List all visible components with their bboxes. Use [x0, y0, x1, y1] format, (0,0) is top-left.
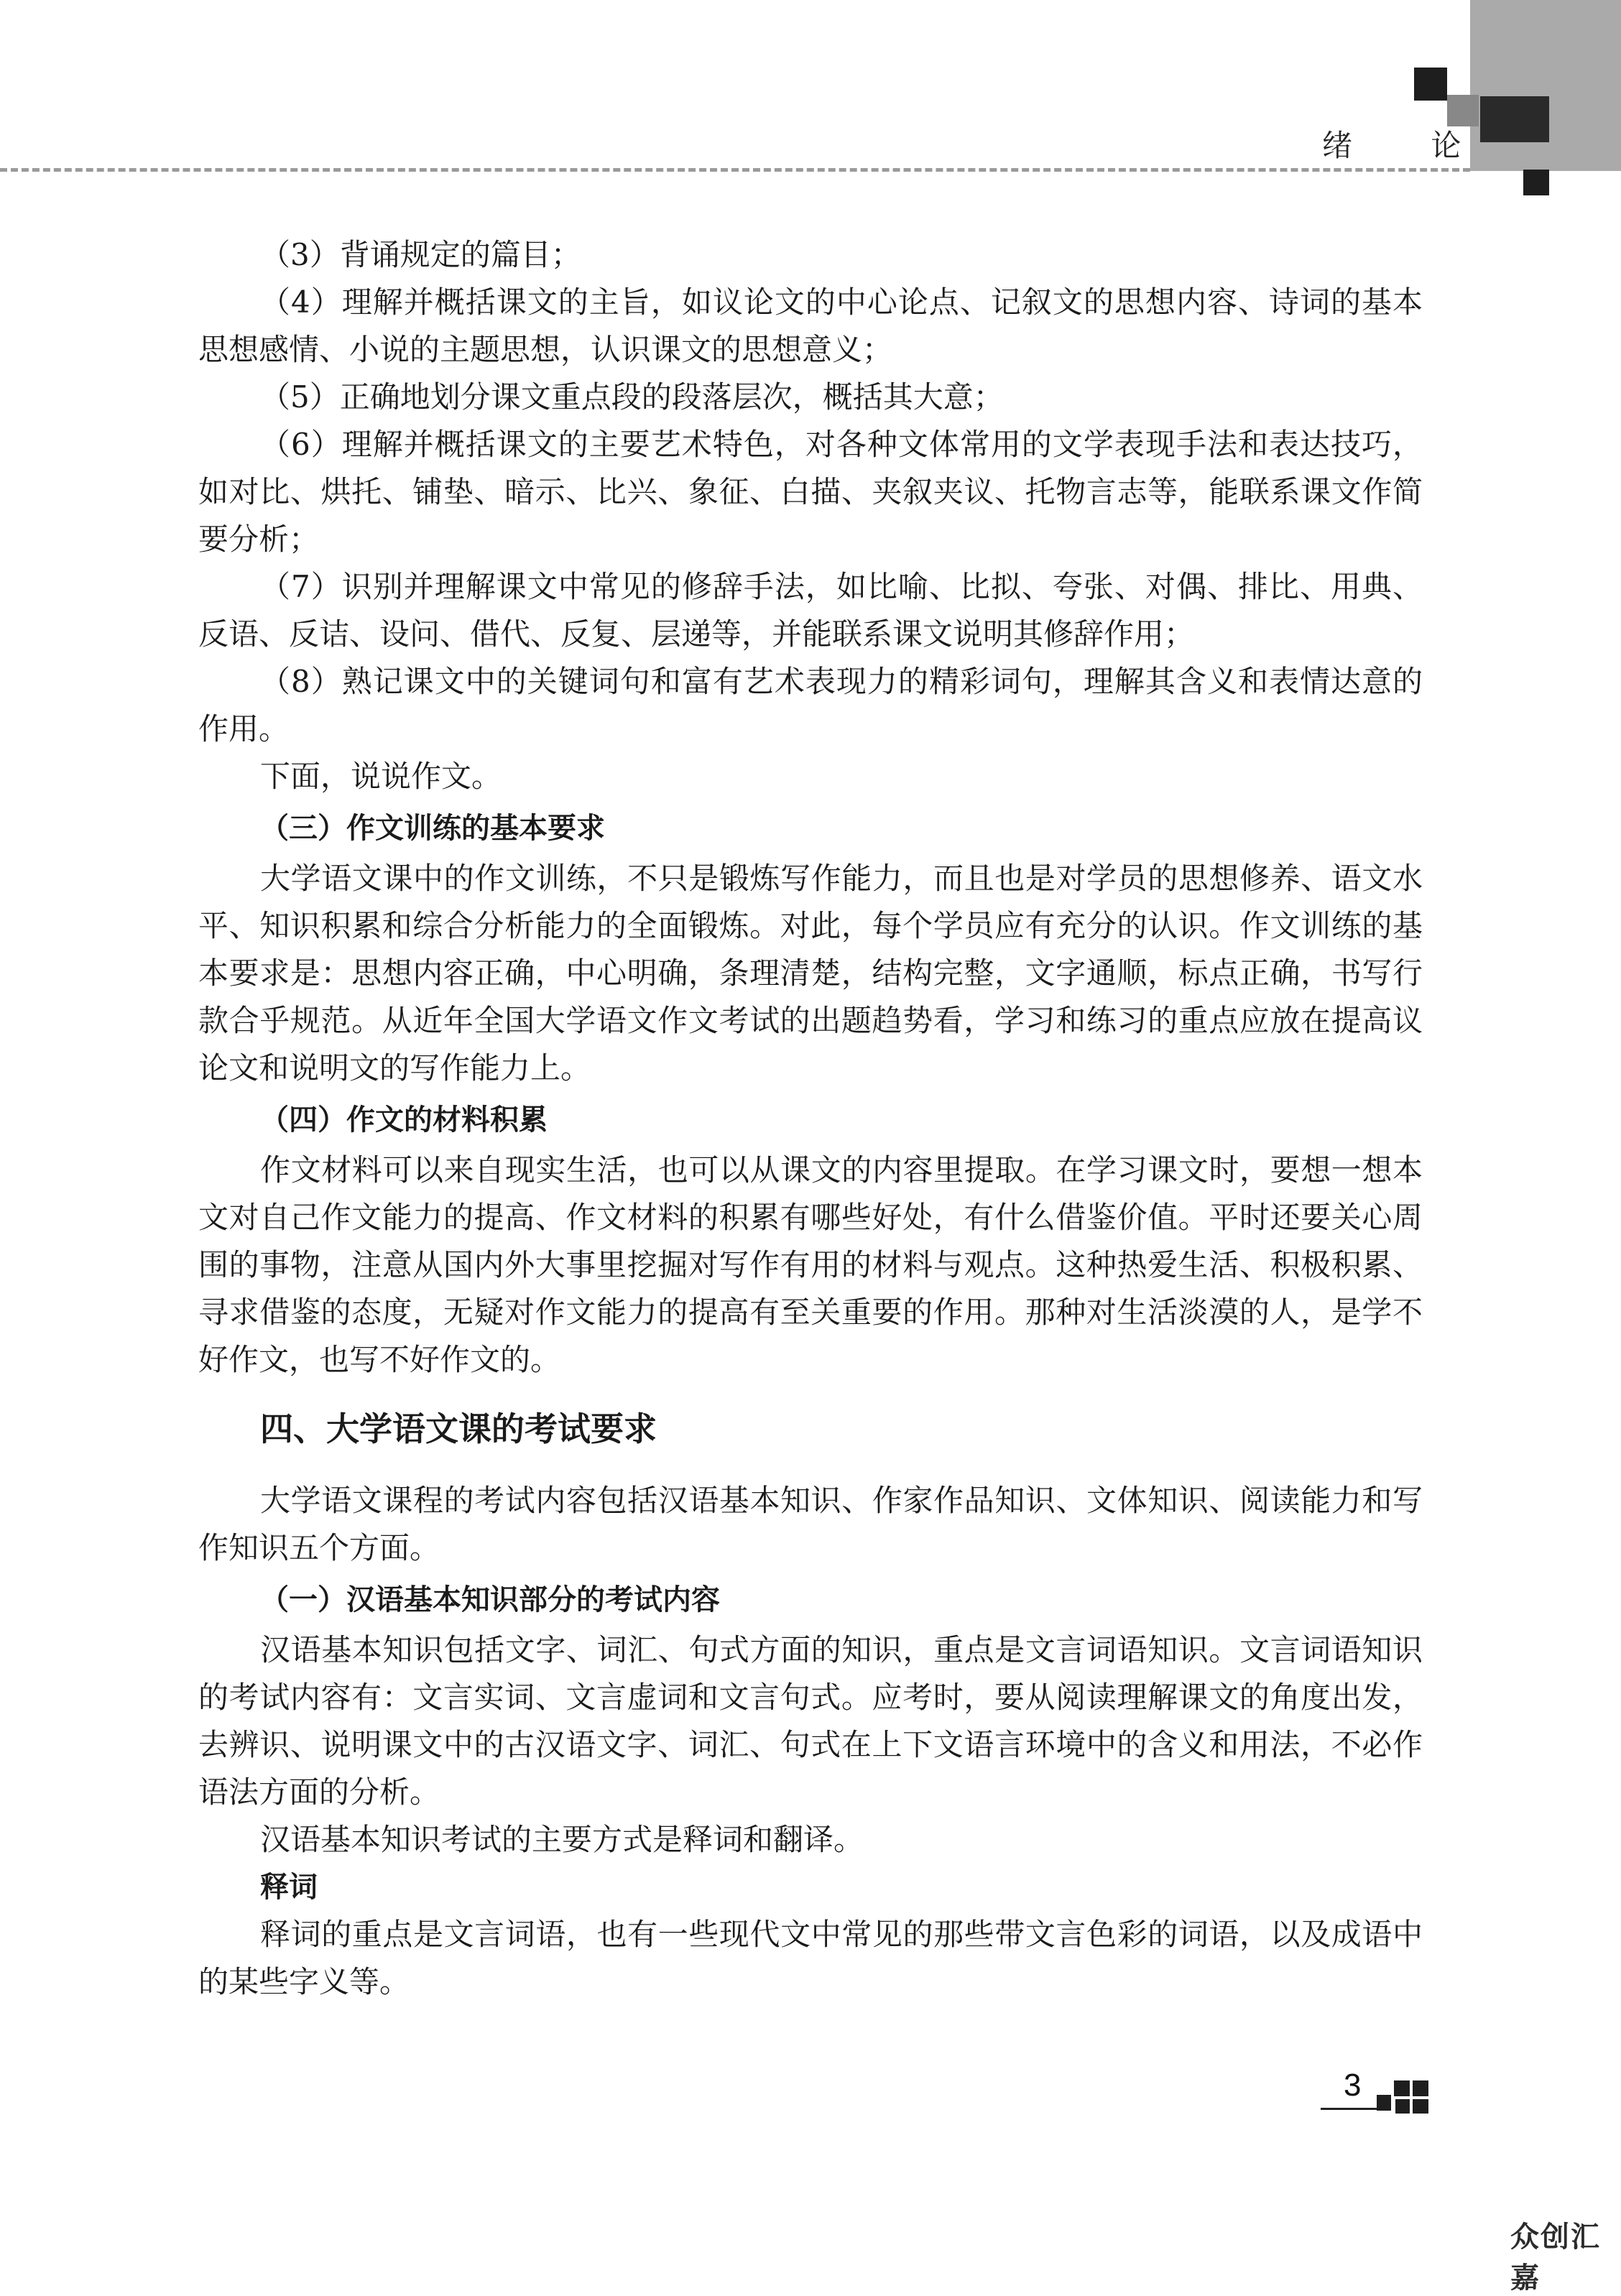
- subsection-heading: （一）汉语基本知识部分的考试内容: [260, 1583, 720, 1616]
- footer-square-decoration: [1413, 2099, 1428, 2114]
- watermark: 众创汇嘉: [1510, 2221, 1601, 2295]
- page-number: 3: [1344, 2068, 1362, 2103]
- body-paragraph: 作文材料可以来自现实生活，也可以从课文的内容里提取。在学习课文时，要想一想本文对自己作文能力的提高、作文材料的积累有哪些好处，有什么借鉴价值。平时还要关心周围的事物，注意从国内外大事里挖掘对写作有用的材料与观点。这种热爱生活、积极积累、寻求借鉴的态度，无疑对作文能力的提高有至关重要的作用。那种对生活淡漠的人，是学不好作文，也写不好作文的。: [198, 1152, 1423, 1377]
- section-heading: 四、大学语文课的考试要求: [260, 1409, 657, 1448]
- body-paragraph: （8）熟记课文中的关键词句和富有艺术表现力的精彩词句，理解其含义和表情达意的作用。: [198, 664, 1423, 746]
- body-paragraph: （7）识别并理解课文中常见的修辞手法，如比喻、比拟、夸张、对偶、排比、用典、反语、反诘、设问、借代、反复、层递等，并能联系课文说明其修辞作用；: [198, 569, 1423, 652]
- header-dashed-rule: [0, 168, 1470, 172]
- footer-square-decoration: [1377, 2095, 1391, 2111]
- body-paragraph: （3）背诵规定的篇目；: [260, 237, 581, 272]
- page-body: [198, 231, 1423, 2006]
- body-paragraph: （4）理解并概括课文的主旨，如议论文的中心论点、记叙文的思想内容、诗词的基本思想感情、小说的主题思想，认识课文的思想意义；: [198, 284, 1423, 367]
- subsection-heading: （四）作文的材料积累: [260, 1103, 548, 1137]
- body-paragraph: 汉语基本知识包括文字、词汇、句式方面的知识，重点是文言词语知识。文言词语知识的考试内容有：文言实词、文言虚词和文言句式。应考时，要从阅读理解课文的角度出发，去辨识、说明课文中的古汉语文字、词汇、句式在上下文语言环境中的含义和用法，不必作语法方面的分析。: [198, 1632, 1423, 1810]
- footer-square-decoration: [1394, 2080, 1410, 2096]
- footer-square-decoration: [1413, 2080, 1428, 2096]
- header-square-decoration: [1414, 68, 1447, 101]
- body-paragraph: 下面，说说作文。: [260, 759, 502, 794]
- body-paragraph: 释词的重点是文言词语，也有一些现代文中常见的那些带文言色彩的词语，以及成语中的某些字义等。: [198, 1917, 1423, 1999]
- subsection-heading: （三）作文训练的基本要求: [260, 812, 605, 845]
- body-paragraph: 汉语基本知识考试的主要方式是释词和翻译。: [260, 1822, 864, 1857]
- minor-heading: 释词: [260, 1871, 318, 1904]
- page-number-underline: [1321, 2108, 1385, 2110]
- body-paragraph: （6）理解并概括课文的主要艺术特色，对各种文体常用的文学表现手法和表达技巧，如对比、烘托、铺垫、暗示、比兴、象征、白描、夹叙夹议、托物言志等，能联系课文作简要分析；: [198, 427, 1423, 557]
- header-square-decoration: [1523, 170, 1549, 195]
- footer-square-decoration: [1395, 2099, 1410, 2114]
- body-paragraph: （5）正确地划分课文重点段的段落层次，概括其大意；: [260, 379, 1004, 415]
- running-header-title: 绪 论: [1322, 128, 1496, 163]
- body-paragraph: 大学语文课中的作文训练，不只是锻炼写作能力，而且也是对学员的思想修养、语文水平、知识积累和综合分析能力的全面锻炼。对此，每个学员应有充分的认识。作文训练的基本要求是：思想内容正确，中心明确，条理清楚，结构完整，文字通顺，标点正确，书写行款合乎规范。从近年全国大学语文作文考试的出题趋势看，学习和练习的重点应放在提高议论文和说明文的写作能力上。: [198, 861, 1423, 1085]
- body-paragraph: 大学语文课程的考试内容包括汉语基本知识、作家作品知识、文体知识、阅读能力和写作知识五个方面。: [198, 1483, 1423, 1565]
